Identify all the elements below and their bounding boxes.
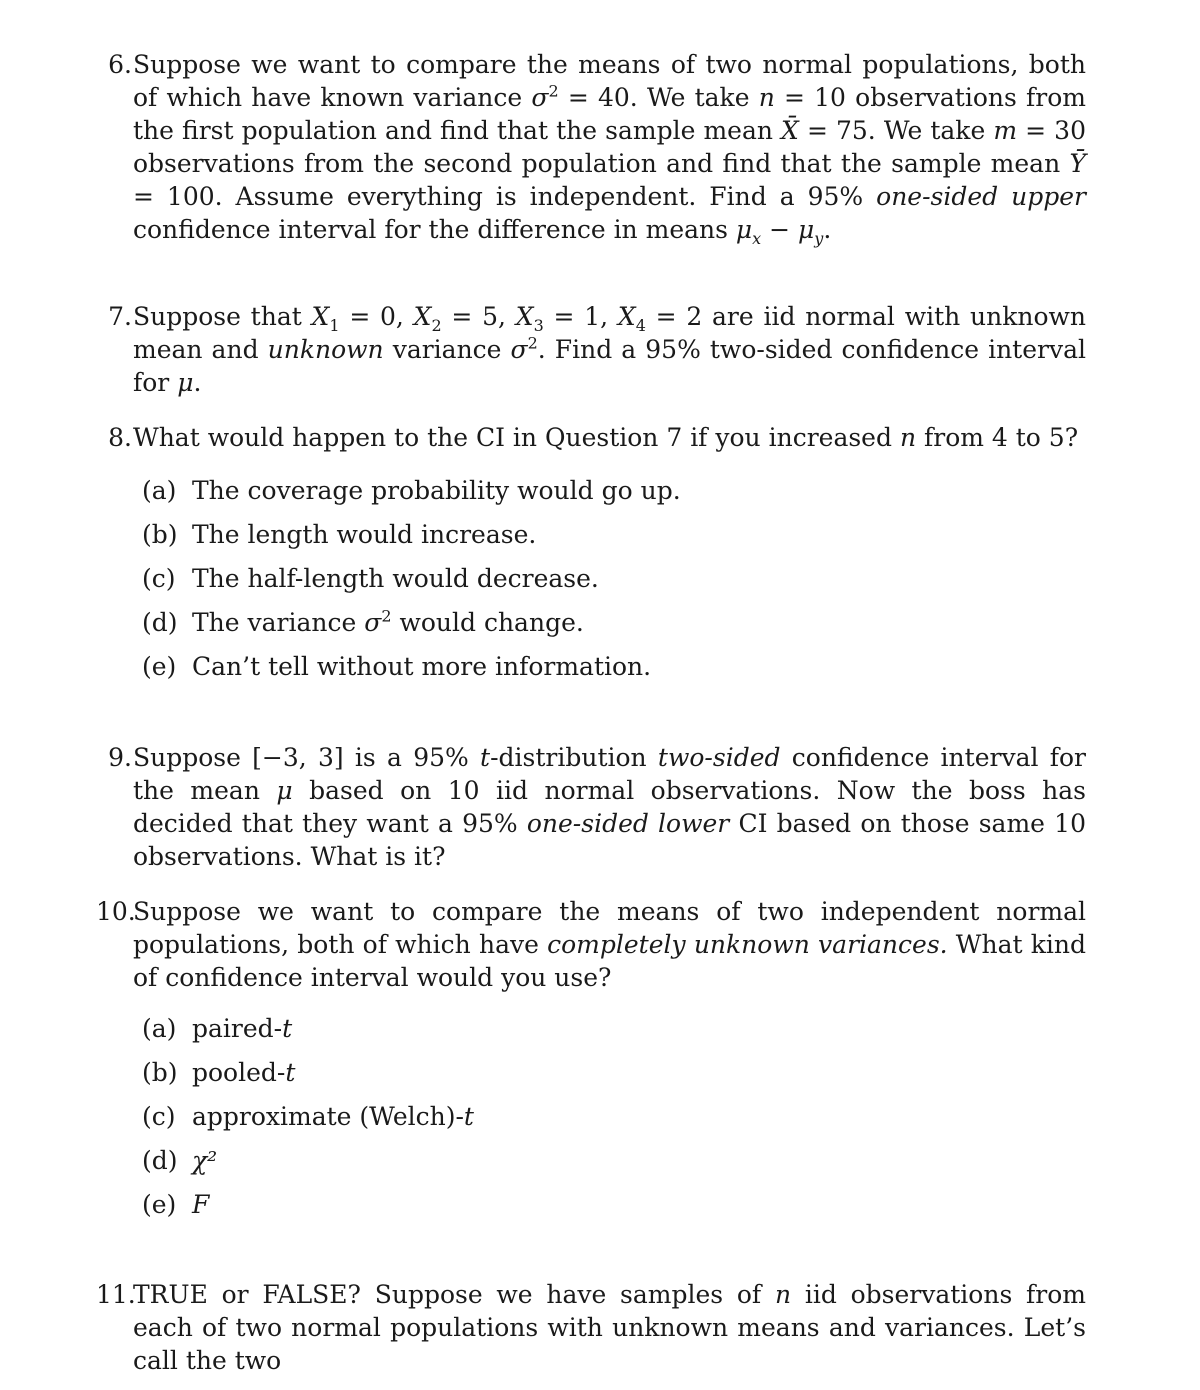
- question-text: TRUE or FALSE? Suppose we have samples of n iid observations from each of two normal populations with unknown means and variances. Let’s call the two: [133, 1280, 1086, 1375]
- option-e: (e) Can’t tell without more information.: [142, 652, 652, 681]
- question-number: 7.: [108, 302, 132, 331]
- option-a: (a) paired-t: [142, 1014, 293, 1043]
- option-d: (d) χ²: [142, 1146, 218, 1175]
- question-number: 8.: [108, 423, 132, 452]
- question-9: [96, 741, 1086, 873]
- option-b: (b) pooled-t: [142, 1058, 296, 1087]
- option-c: (c) approximate (Welch)-t: [142, 1102, 474, 1131]
- question-number: 11.: [96, 1280, 136, 1309]
- question-number: 10.: [96, 897, 136, 926]
- question-number: 9.: [108, 743, 132, 772]
- question-text: Suppose [−3, 3] is a 95% t-distribution two-sided confidence interval for the mean μ based on 10 iid normal observations. Now the boss has decided that they want a 95% one-sided lower CI based on those same 10 observations. What is it?: [133, 743, 1086, 871]
- question-number: 6.: [108, 50, 132, 79]
- question-text: Suppose we want to compare the means of two normal populations, both of which have known variance $\sigma^2 = 40$. We take n = 10 observations from the first population and find that the sample mean X̄ = 75. We take m = 30 observations from the second population and find that the sample mean Ȳ = 100. Assume everything is independent. Find a 95% one-sided upper confidence interval for the difference in means $\mu_x - \mu_y$.: [133, 50, 1086, 248]
- question-text: Suppose we want to compare the means of two independent normal populations, both of which have completely unknown variances. What kind of confidence interval would you use?: [133, 897, 1087, 992]
- question-7: [96, 300, 1086, 399]
- option-a: (a) The coverage probability would go up.: [142, 476, 681, 505]
- option-b: (b) The length would increase.: [142, 520, 537, 549]
- option-e: (e) F: [142, 1190, 210, 1219]
- question-text: Suppose that $X_1 = 0$, $X_2 = 5$, $X_3 = 1$, $X_4 = 2$ are iid normal with unknown mean and unknown variance $\sigma^2$. Find a 95% two-sided confidence interval for μ.: [133, 302, 1087, 397]
- option-c: (c) The half-length would decrease.: [142, 564, 599, 593]
- question-10: [96, 895, 1086, 994]
- question-8: [96, 421, 1086, 454]
- question-6: [96, 48, 1086, 246]
- question-11: [96, 1278, 1086, 1377]
- question-text: What would happen to the CI in Question 7 if you increased n from 4 to 5?: [133, 423, 1079, 452]
- option-d: (d) The variance $\sigma^2$ would change.: [142, 606, 584, 637]
